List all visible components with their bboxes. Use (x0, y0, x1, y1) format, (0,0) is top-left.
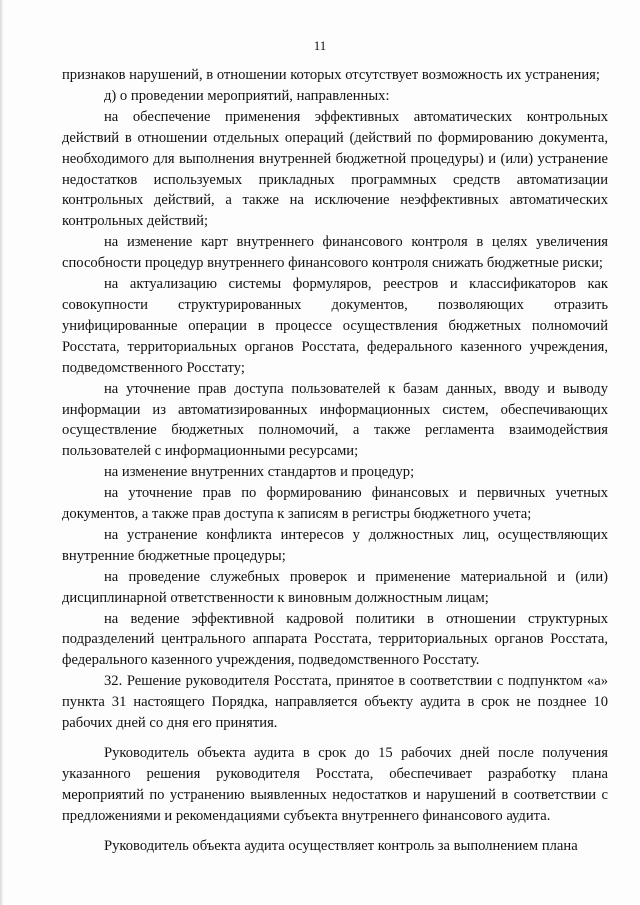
paragraph: на уточнение прав по формированию финансовых и первичных учетных документов, а также прав доступа к записям в регистры бюджетного учета; (62, 485, 608, 523)
paragraph: на устранение конфликта интересов у должностных лиц, осуществляющих внутренние бюджетные процедуры; (62, 526, 608, 564)
paragraph: на ведение эффективной кадровой политики в отношении структурных подразделений центрального аппарата Росстата, территориальных органов Росстата, федерального казенного учреждения, подведомственного Росстату. (62, 610, 608, 669)
paragraph: на проведение служебных проверок и применение материальной и (или) дисциплинарной ответственности к виновным должностным лицам; (62, 568, 608, 606)
paragraph: на обеспечение применения эффективных автоматических контрольных действий в отношении отдельных операций (действий по формированию документа, необходимого для выполнения внутренней бюджетной процедуры) и (или) устранение недостатков используемых прикладных программных средств автоматизации контрольных действий, а также на исключение неэффективных автоматических контрольных действий; (62, 108, 608, 230)
paragraph: на изменение внутренних стандартов и процедур; (104, 464, 415, 481)
paragraph: на актуализацию системы формуляров, реестров и классификаторов как совокупности структурированных документов, позволяющих отразить унифицированные операции в процессе осуществления бюджетных полномочий Росстата, территориальных органов Росстата, федерального казенного учреждения, подведомственного Росстату; (62, 276, 608, 376)
paragraph: на изменение карт внутреннего финансового контроля в целях увеличения способности процедур внутреннего финансового контроля снижать бюджетные риски; (62, 234, 608, 272)
paragraph: признаков нарушений, в отношении которых отсутствует возможность их устранения; (62, 67, 600, 83)
paragraph: Руководитель объекта аудита в срок до 15 рабочих дней после получения указанного решения руководителя Росстата, обеспечивает разработку плана мероприятий по устранению выявленных недостатков и нарушений в соответствии с предложениями и рекомендациями субъекта внутреннего финансового аудита. (62, 745, 608, 824)
paragraph: д) о проведении мероприятий, направленных: (104, 87, 390, 104)
page-number: 11 (313, 38, 327, 53)
paragraph: Руководитель объекта аудита осуществляет контроль за выполнением плана (104, 837, 578, 854)
paragraph: 32. Решение руководителя Росстата, принятое в соответствии с подпунктом «а» пункта 31 настоящего Порядка, направляется объекту аудита в срок не позднее 10 рабочих дней со дня его принятия. (62, 673, 608, 732)
document-body (62, 65, 608, 857)
paragraph: на уточнение прав доступа пользователей к базам данных, вводу и выводу информации из автоматизированных информационных систем, обеспечивающих осуществление бюджетных полномочий, а также регламента взаимодействия пользователей с информационными ресурсами; (62, 380, 608, 460)
scan-edge (0, 0, 3, 905)
